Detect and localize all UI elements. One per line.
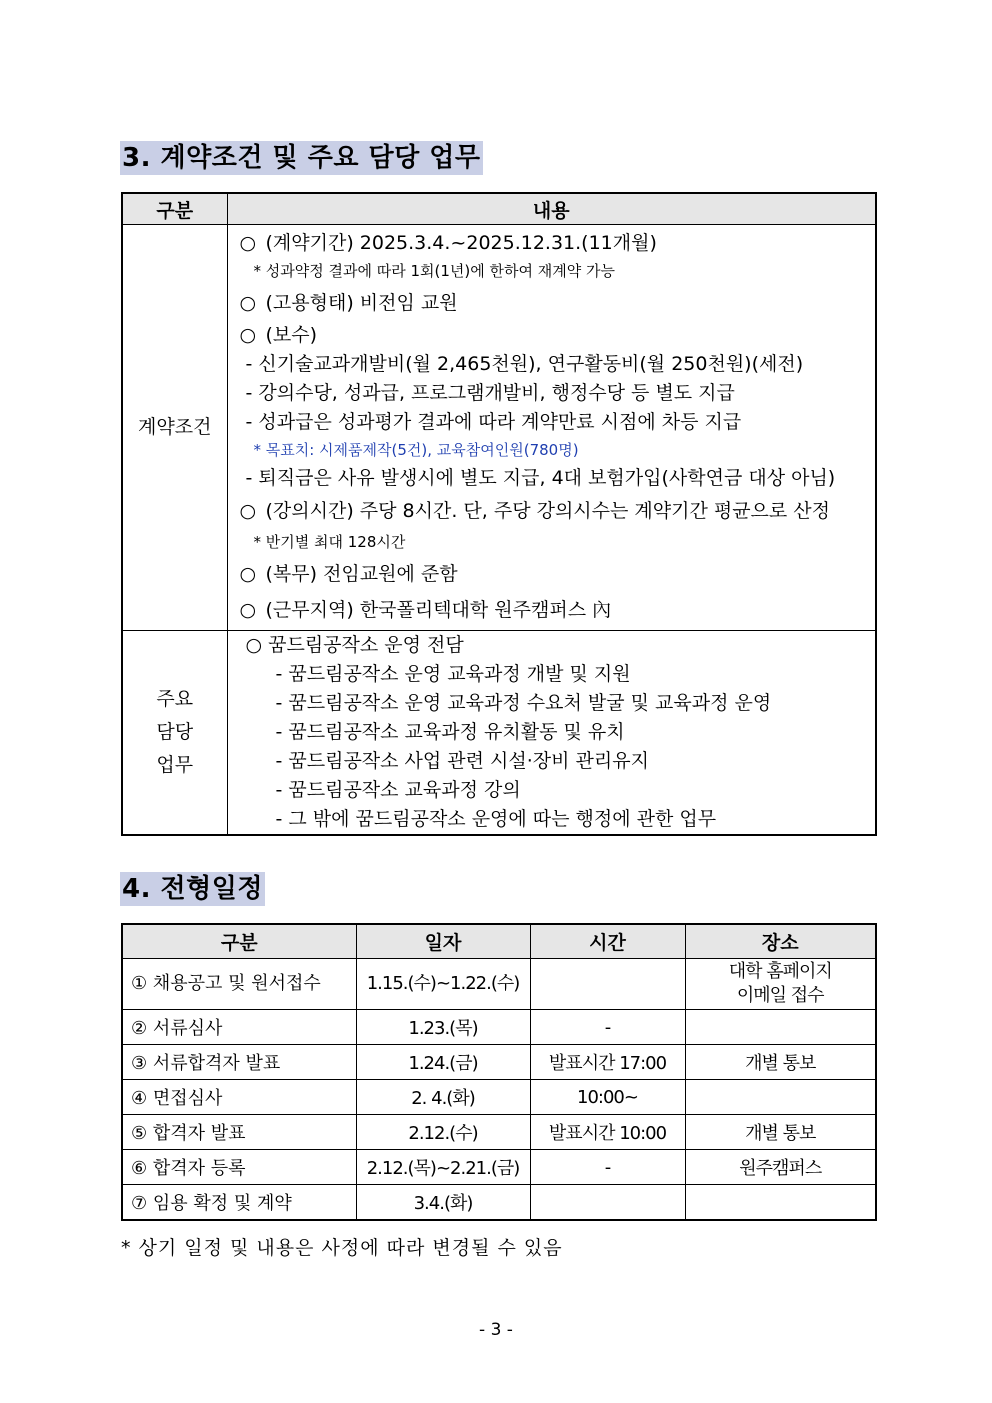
schedule-row (122, 1185, 876, 1221)
schedule-place: 대학 홈페이지 이메일 접수 (685, 959, 876, 1010)
circle-bullet-icon: ○ (239, 232, 257, 254)
schedule-time: 발표시간 10:00 (530, 1115, 685, 1150)
circle-bullet-icon: ○ (239, 599, 257, 621)
condition-bullet (240, 229, 866, 258)
section4-title: 4. 전형일정 (122, 874, 263, 904)
duty-item: - 꿈드림공작소 교육과정 강의 (275, 779, 521, 801)
schedule-place (685, 1185, 876, 1221)
schedule-place (685, 1080, 876, 1115)
condition-detail: - 성과급은 성과평가 결과에 따라 계약만료 시점에 차등 지급 (245, 411, 742, 433)
condition-note: * 성과약정 결과에 따라 1회(1년)에 한하여 재계약 가능 (253, 262, 615, 280)
contract-conditions-content (227, 225, 876, 631)
header-content: 내용 (227, 193, 876, 225)
main-duties-content (227, 631, 876, 836)
schedule-row (122, 959, 876, 1010)
schedule-row (122, 1010, 876, 1045)
schedule-date: 2.12.(수) (356, 1115, 530, 1150)
section3-title: 3. 계약조건 및 주요 담당 업무 (122, 143, 481, 173)
contract-conditions-row (122, 225, 876, 631)
schedule-row (122, 1150, 876, 1185)
header-place: 장소 (685, 924, 876, 959)
schedule-date: 1.24.(금) (356, 1045, 530, 1080)
schedule-body (122, 959, 876, 1221)
condition-text: (계약기간) 2025.3.4.~2025.12.31.(11개월) (265, 232, 657, 254)
schedule-row (122, 1080, 876, 1115)
schedule-table (121, 923, 877, 1221)
schedule-time: 10:00~ (530, 1080, 685, 1115)
condition-bullet (240, 493, 866, 529)
condition-detail: - 신기술교과개발비(월 2,465천원), 연구활동비(월 250천원)(세전) (245, 353, 804, 375)
schedule-place: 원주캠퍼스 (685, 1150, 876, 1185)
duty-item: - 꿈드림공작소 운영 교육과정 개발 및 지원 (275, 663, 631, 685)
condition-text: (근무지역) 한국폴리텍대학 원주캠퍼스 內 (265, 599, 612, 621)
schedule-time: - (530, 1010, 685, 1045)
condition-detail: - 강의수당, 성과급, 프로그램개발비, 행정수당 등 별도 지급 (245, 382, 735, 404)
schedule-step: ② 서류심사 (122, 1010, 356, 1045)
duty-item: - 꿈드림공작소 운영 교육과정 수요처 발굴 및 교육과정 운영 (275, 692, 772, 714)
schedule-row (122, 1045, 876, 1080)
condition-bullet (240, 556, 866, 592)
page-number: - 3 - (479, 1320, 513, 1340)
schedule-step: ④ 면접심사 (122, 1080, 356, 1115)
circle-bullet-icon: ○ (239, 500, 257, 522)
schedule-step: ③ 서류합격자 발표 (122, 1045, 356, 1080)
duty-item: - 꿈드림공작소 사업 관련 시설·장비 관리유지 (275, 750, 649, 772)
schedule-place: 개별 통보 (685, 1045, 876, 1080)
schedule-time: - (530, 1150, 685, 1185)
footnote: * 상기 일정 및 내용은 사정에 따라 변경될 수 있음 (121, 1237, 563, 1259)
condition-note: * 목표치: 시제품제작(5건), 교육참여인원(780명) (253, 441, 579, 459)
schedule-table-header (122, 924, 876, 959)
circle-bullet-icon: ○ (239, 324, 257, 346)
duties-heading: ○ 꿈드림공작소 운영 전담 (245, 634, 464, 656)
schedule-date: 1.23.(목) (356, 1010, 530, 1045)
schedule-step: ⑤ 합격자 발표 (122, 1115, 356, 1150)
header-date: 일자 (356, 924, 530, 959)
header-division: 구분 (122, 924, 356, 959)
contract-table-header (122, 193, 876, 225)
schedule-date: 1.15.(수)~1.22.(수) (356, 959, 530, 1010)
schedule-step: ⑦ 임용 확정 및 계약 (122, 1185, 356, 1221)
schedule-time (530, 1185, 685, 1221)
schedule-date: 2.12.(목)~2.21.(금) (356, 1150, 530, 1185)
schedule-place (685, 1010, 876, 1045)
schedule-step: ① 채용공고 및 원서접수 (122, 959, 356, 1010)
schedule-date: 3.4.(화) (356, 1185, 530, 1221)
circle-bullet-icon: ○ (239, 292, 257, 314)
condition-text: (복무) 전임교원에 준함 (265, 563, 458, 585)
contract-table (121, 192, 877, 836)
schedule-row (122, 1115, 876, 1150)
main-duties-row (122, 631, 876, 836)
header-time: 시간 (530, 924, 685, 959)
contract-conditions-label: 계약조건 (122, 225, 227, 631)
condition-text: (보수) (265, 324, 318, 346)
schedule-time (530, 959, 685, 1010)
condition-note: * 반기별 최대 128시간 (253, 533, 406, 551)
condition-bullet (240, 592, 866, 628)
condition-detail: - 퇴직금은 사유 발생시에 별도 지급, 4대 보험가입(사학연금 대상 아님) (245, 467, 836, 489)
main-duties-label-line: 주요 (156, 688, 194, 710)
schedule-date: 2. 4.(화) (356, 1080, 530, 1115)
main-duties-label-line: 담당 (156, 721, 194, 743)
main-duties-label (122, 631, 227, 836)
circle-bullet-icon: ○ (239, 563, 257, 585)
condition-bullet (240, 321, 866, 350)
condition-text: (고용형태) 비전임 교원 (265, 292, 458, 314)
header-category: 구분 (122, 193, 227, 225)
condition-text: (강의시간) 주당 8시간. 단, 주당 강의시수는 계약기간 평균으로 산정 (265, 500, 831, 522)
schedule-time: 발표시간 17:00 (530, 1045, 685, 1080)
schedule-place: 개별 통보 (685, 1115, 876, 1150)
condition-bullet (240, 285, 866, 321)
main-duties-label-line: 업무 (156, 754, 194, 776)
duty-item: - 꿈드림공작소 교육과정 유치활동 및 유치 (275, 721, 625, 743)
duty-item: - 그 밖에 꿈드림공작소 운영에 따는 행정에 관한 업무 (275, 808, 717, 830)
schedule-step: ⑥ 합격자 등록 (122, 1150, 356, 1185)
